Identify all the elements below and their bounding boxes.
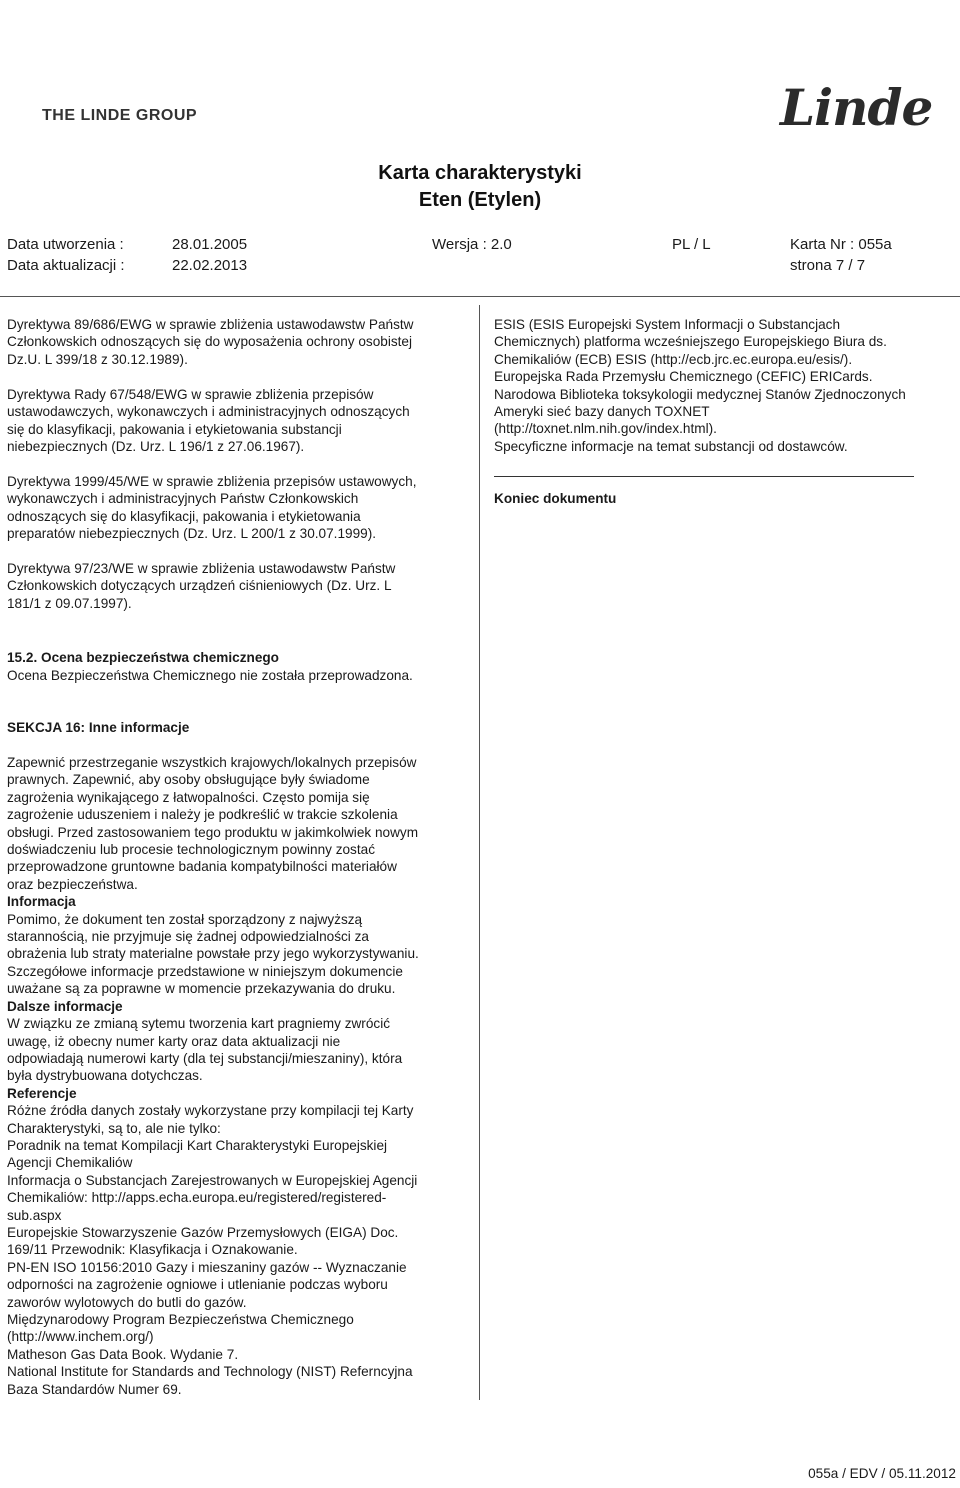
updated-value: 22.02.2013 — [172, 257, 248, 274]
linde-logo: Linde — [780, 78, 933, 137]
document-title: Karta charakterystyki — [378, 162, 582, 184]
document-subtitle: Eten (Etylen) — [418, 189, 542, 211]
column-divider — [479, 305, 480, 1400]
end-of-document: Koniec dokumentu — [494, 491, 617, 506]
page-number: strona 7 / 7 — [790, 257, 866, 274]
further-info-heading: Dalsze informacje — [7, 998, 123, 1014]
right-references: ESIS (ESIS Europejski System Informacji o Substancjach Chemicznych) platforma wcześniejszego Europejskiego Biura ds. Chemikaliów (ECB) ESIS (http://ecb.jrc.ec.europa.eu/esis/). Europejska Rada Przemysłu Chemicznego (CEFIC) ERICards. Narodowa Biblioteka toksykologii medycznej Stanów Zjednoczonych Ameryki sieć bazy danych TOXNET (http://toxnet.nlm.nih.gov/index.html). Specyficzne informacje na temat substancji od dostawców. — [494, 317, 906, 454]
locale: PL / L — [672, 236, 711, 253]
section-16-body: Zapewnić przestrzeganie wszystkich krajowych/lokalnych przepisów prawnych. Zapewnić, aby osoby obsługujące były świadome zagrożenia wynikającego z łatwopalności. Często pomija się zagrożenie uduszeniem i należy je podkreślić w trakcie szkolenia obsługi. Przed zastosowaniem tego produktu w jakimkolwiek nowym doświadczeniu lub procesie technologicznym powinny zostać przeprowadzone gruntowne badania kompatybilności materiałów oraz bezpieczeństwa. Informacja Pomimo, że dokument ten został sporządzony z najwyższą starannością, nie przyjmuje się żadnej odpowiedzialności za obrażenia lub straty materialne powstałe przy jego wykorzystywaniu. Szczegółowe informacje przedstawione w niniejszym dokumencie uważane są za poprawne w momencie przekazywania do druku. Dalsze informacje W związku ze zmianą sytemu tworzenia kart pragniemy zwrócić uwagę, iż obecny numer karty oraz data aktualizacji nie odpowiadają numerowi karty (dla tej substancji/mieszaniny), która była dystrybuowana dotychczas. Referencje Różne źródła danych zostały wykorzystane przy kompilacji tej Karty Charakterystyki, są to, ale nie tylko: Poradnik na temat Kompilacji Kart Charakterystyki Europejskiej Agencji Chemikaliów Informacja o Substancjach Zarejestrowanych w Europejskiej Agencji Chemikaliów: http://apps.echa.europa.eu/registered/registered- sub.aspx Europejskie Stowarzyszenie Gazów Przemysłowych (EIGA) Doc. 169/11 Przewodnik: Klasyfikacja i Oznakowanie. PN-EN ISO 10156:2010 Gazy i mieszaniny gazów -- Wyznaczanie odporności na zagrożenie ogniowe i utlenianie podczas wyboru zaworów wylotowych do butli do gazów. Międzynarodowy Program Bezpieczeństwa Chemicznego (http://www.inchem.org/) Matheson Gas Data Book. Wydanie 7. National Institute for Standards and Technology (NIST) Referncyjna Baza Standardów Numer 69. — [7, 754, 469, 1398]
directive-89-686: Dyrektywa 89/686/EWG w sprawie zbliżenia ustawodawstw Państw Członkowskich odnoszących się do wyposażenia ochrony osobistej Dz.U. L 399/18 z 30.12.1989). — [7, 317, 414, 367]
header-divider — [0, 296, 960, 297]
created-value: 28.01.2005 — [172, 236, 248, 253]
directive-97-23: Dyrektywa 97/23/WE w sprawie zbliżenia ustawodawstw Państw Członkowskich dotyczących urządzeń ciśnieniowych (Dz. Urz. L 181/1 z 09.07.1997). — [7, 561, 396, 611]
footer-code: 055a / EDV / 05.11.2012 — [808, 1466, 956, 1481]
section-15-2-heading: 15.2. Ocena bezpieczeństwa chemicznego — [7, 650, 279, 665]
section-15-2-text: Ocena Bezpieczeństwa Chemicznego nie została przeprowadzona. — [7, 668, 413, 683]
section-16-heading: SEKCJA 16: Inne informacje — [7, 720, 190, 735]
end-rule — [494, 476, 914, 477]
card-number: Karta Nr : 055a — [790, 236, 892, 253]
references-heading: Referencje — [7, 1085, 77, 1101]
linde-group-logo-text: THE LINDE GROUP — [42, 107, 198, 124]
version: Wersja : 2.0 — [432, 236, 512, 253]
updated-label: Data aktualizacji : — [7, 257, 125, 274]
info-heading: Informacja — [7, 894, 76, 910]
created-label: Data utworzenia : — [7, 236, 124, 253]
directive-1999-45: Dyrektywa 1999/45/WE w sprawie zbliżenia przepisów ustawowych, wykonawczych i administracyjnych Państw Członkowskich odnoszących się do klasyfikacji, pakowania i etykietowania preparatów niebezpiecznych (Dz. Urz. L 200/1 z 30.07.1999). — [7, 474, 417, 542]
directive-67-548: Dyrektywa Rady 67/548/EWG w sprawie zbliżenia przepisów ustawodawczych, wykonawczych i administracyjnych odnoszących się do klasyfikacji, pakowania i etykietowania substancji niebezpiecznych (Dz. Urz. L 196/1 z 27.06.1967). — [7, 387, 410, 455]
